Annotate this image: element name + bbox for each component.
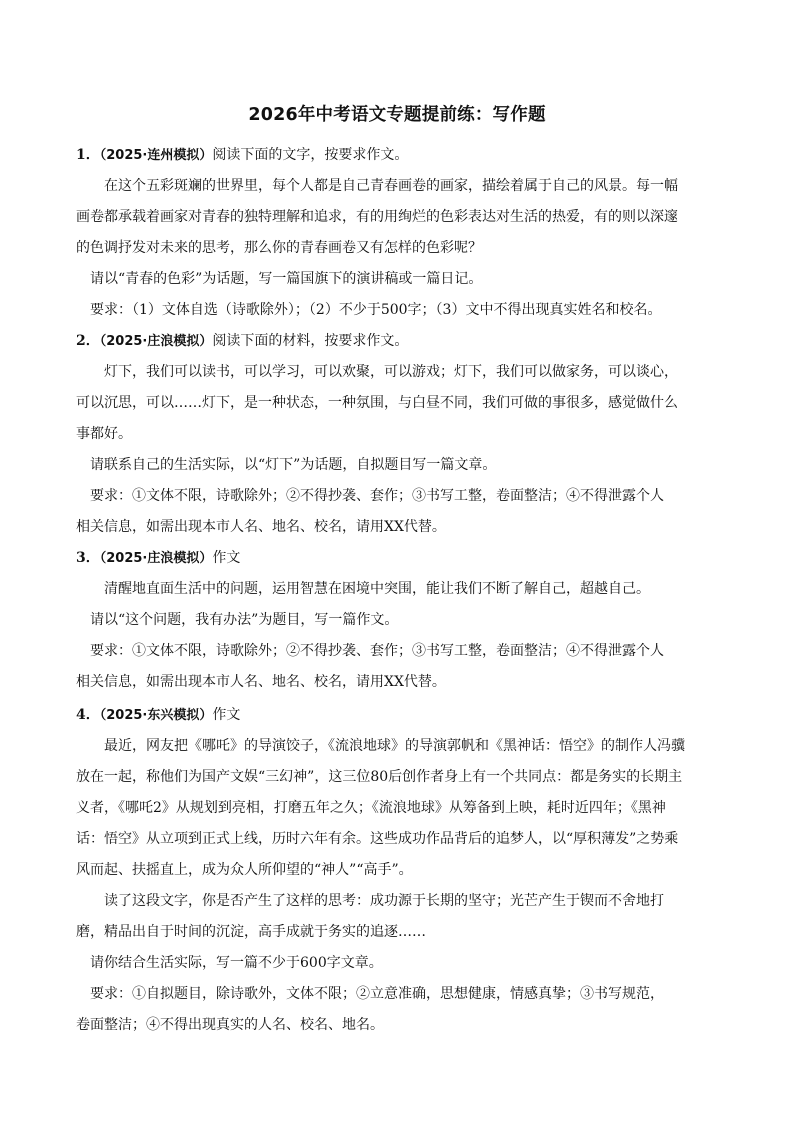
question-number: 1．: [76, 147, 100, 163]
question-3-header: [76, 547, 726, 570]
paragraph-line: 在这个五彩斑斓的世界里，每个人都是自己青春画卷的画家，描绘着属于自己的风景。每一幅: [104, 178, 678, 194]
paragraph-line: 清醒地直面生活中的问题，运用智慧在困境中突围，能让我们不断了解自己，超越自己。: [104, 581, 650, 597]
paragraph-line: 最近，网友把《哪吒》的导演饺子，《流浪地球》的导演郭帆和《黑神话：悟空》的制作人冯骥: [104, 738, 685, 754]
writing-task: 请你结合生活实际，写一篇不少于600字文章。: [90, 955, 383, 971]
question-prompt: 阅读下面的材料，按要求作文。: [212, 333, 409, 349]
question-source: （2025·庄浪模拟）: [99, 334, 213, 349]
paragraph-line: 事都好。: [76, 426, 132, 442]
question-2-header: [76, 330, 726, 353]
question-number: 4．: [76, 707, 100, 723]
question-number: 3．: [76, 550, 100, 566]
page-title: 2026年中考语文专题提前练：写作题: [248, 105, 546, 125]
requirements: 要求：（1）文体自选（诗歌除外）；（2）不少于500字；（3）文中不得出现真实姓名和校名。: [90, 302, 662, 318]
question-1-header: [76, 144, 726, 167]
paragraph-line: 灯下，我们可以读书，可以学习，可以欢聚，可以游戏；灯下，我们可以做家务，可以谈心，: [104, 364, 678, 380]
paragraph-line: 话：悟空》从立项到正式上线，历时六年有余。这些成功作品背后的追梦人，以“厚积薄发”之势乘: [76, 831, 679, 847]
requirements: 要求：①文体不限，诗歌除外；②不得抄袭、套作；③书写工整，卷面整洁；④不得泄露个人: [90, 488, 664, 504]
question-source: （2025·连州模拟）: [99, 148, 213, 163]
paragraph-line: 风而起、扶摇直上，成为众人所仰望的“神人”“高手”。: [76, 862, 413, 878]
writing-task: 请以“青春的色彩”为话题，写一篇国旗下的演讲稿或一篇日记。: [90, 271, 483, 287]
paragraph-line: 放在一起，称他们为国产文娱“三幻神”，这三位80后创作者身上有一个共同点：都是务实的长期主: [76, 769, 683, 785]
paragraph-line: 画卷都承载着画家对青春的独特理解和追求，有的用绚烂的色彩表达对生活的热爱，有的则以深邃: [76, 209, 678, 225]
requirements: 相关信息，如需出现本市人名、地名、校名，请用XX代替。: [76, 674, 446, 690]
requirements: 要求：①自拟题目，除诗歌外，文体不限；②立意准确，思想健康，情感真挚；③书写规范，: [90, 986, 664, 1002]
paragraph-line: 可以沉思，可以……灯下，是一种状态，一种氛围，与白昼不同，我们可做的事很多，感觉做什么: [76, 395, 678, 411]
paragraph-line: 的色调抒发对未来的思考，那么你的青春画卷又有怎样的色彩呢？: [76, 240, 482, 256]
paragraph-line: 磨，精品出自于时间的沉淀，高手成就于务实的追逐……: [76, 924, 426, 940]
question-prompt: 作文: [212, 707, 241, 723]
question-number: 2．: [76, 333, 100, 349]
question-prompt: 阅读下面的文字，按要求作文。: [212, 147, 409, 163]
paragraph-line: 读了这段文字，你是否产生了这样的思考：成功源于长期的坚守；光芒产生于锲而不舍地打: [104, 893, 664, 909]
question-prompt: 作文: [212, 550, 241, 566]
writing-task: 请联系自己的生活实际，以“灯下”为话题，自拟题目写一篇文章。: [90, 457, 497, 473]
requirements: 相关信息，如需出现本市人名、地名、校名，请用XX代替。: [76, 519, 446, 535]
question-source: （2025·庄浪模拟）: [99, 551, 213, 566]
requirements: 要求：①文体不限，诗歌除外；②不得抄袭、套作；③书写工整，卷面整洁；④不得泄露个人: [90, 643, 664, 659]
paragraph-line: 义者，《哪吒2》从规划到亮相，打磨五年之久；《流浪地球》从筹备到上映，耗时近四年；《黑神: [76, 800, 666, 816]
question-source: （2025·东兴模拟）: [99, 708, 213, 723]
writing-task: 请以“这个问题，我有办法”为题目，写一篇作文。: [90, 612, 399, 628]
requirements: 卷面整洁；④不得出现真实的人名、校名、地名。: [76, 1017, 384, 1033]
question-4-header: [76, 704, 726, 727]
